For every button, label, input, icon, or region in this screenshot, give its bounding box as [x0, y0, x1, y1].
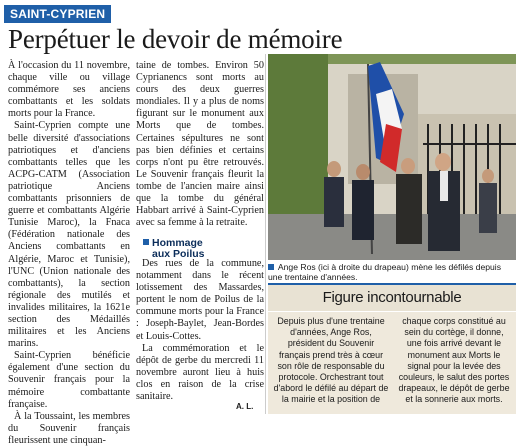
paragraph: Saint-Cyprien compte une belle diversité d'associations patriotiques et d'anciens combattants telles que les ACPG-CATM (Association patriotique Anciens combattants prisonniers de guerre et combattants Algérie Tunisie Maroc), la Fnaca (Fédération nationale des Anciens combattants en Algérie, Maroc et Tunisie), l'UNC (Union nationale des combattants), la section régionale des mutilés et invalides militaires, la 1621e section des Médaillés militaires et les Anciens marins. — [8, 120, 130, 350]
sidebar-box — [268, 312, 516, 414]
paragraph: taine de tombes. Environ 50 Cyprianencs sont morts au cours des deux guerres mondiales. Il y a plus de noms figurant sur le monument aux Morts que de tombes. Certaines sépultures ne sont pas bien définies et certains corps n'ont pu être retrouvés. Le Souvenir français fleurit la tombe de l'ancien maire ainsi que la tombe du général Habbart arrivé à Saint-Cyprien avec sa femme à la retraite. — [136, 60, 264, 229]
paragraph: Des rues de la commune, notamment dans le récent lotissement des Massardes, portent le nom de Poilus de la commune morts pour la France : Joseph-Baylet, Jean-Bordes et Louis-Cottes. — [136, 258, 264, 342]
subheading-line-1: Hommage — [152, 237, 203, 249]
column-divider — [265, 54, 266, 414]
subheading — [143, 238, 205, 260]
sidebar-column-2: chaque corps constitué au sein du cortège, il donne, une fois arrivé devant le monument aux Morts le signal pour la levée des couleurs, le salut des portes drapeaux, le dépôt de gerbe et la sonnerie aux morts. — [398, 316, 510, 405]
subheading-line-2: aux Poilus — [152, 248, 205, 260]
headline: Perpétuer le devoir de mémoire — [8, 24, 343, 54]
ceremony-photo — [268, 54, 516, 260]
square-bullet-icon — [143, 239, 149, 245]
paragraph: Saint-Cyprien bénéficie également d'une section du Souvenir français pour la mémoire combattante française. — [8, 350, 130, 410]
article-column-2-bottom — [136, 258, 264, 403]
author-signature: A. L. — [236, 402, 254, 411]
article-column-2-top — [136, 60, 264, 229]
photo-caption — [268, 262, 516, 282]
paragraph: À la Toussaint, les membres du Souvenir français fleurissent une cinquan- — [8, 410, 130, 446]
square-bullet-icon — [268, 264, 274, 270]
sidebar-column-1: Depuis plus d'une trentaine d'années, Ange Ros, président du Souvenir français prend très à cœur son rôle de responsable du protocole. Orchestrant tout d'abord le défilé au départ de la mairie et la position de — [273, 316, 389, 405]
article-column-1 — [8, 60, 130, 447]
photo-caption-text: Ange Ros (ici à droite du drapeau) mène les défilés depuis une trentaine d'années. — [268, 262, 502, 282]
section-tag: SAINT-CYPRIEN — [4, 5, 111, 23]
paragraph: La commémoration et le dépôt de gerbe du mercredi 11 novembre auront lieu à huis clos en raison de la crise sanitaire. — [136, 342, 264, 403]
sidebar-title: Figure incontournable — [268, 283, 516, 311]
ceremony-photo-illustration — [268, 54, 516, 260]
paragraph: À l'occasion du 11 novembre, chaque ville ou village commémore ses anciens combattants et les soldats morts pour la France. — [8, 60, 130, 120]
